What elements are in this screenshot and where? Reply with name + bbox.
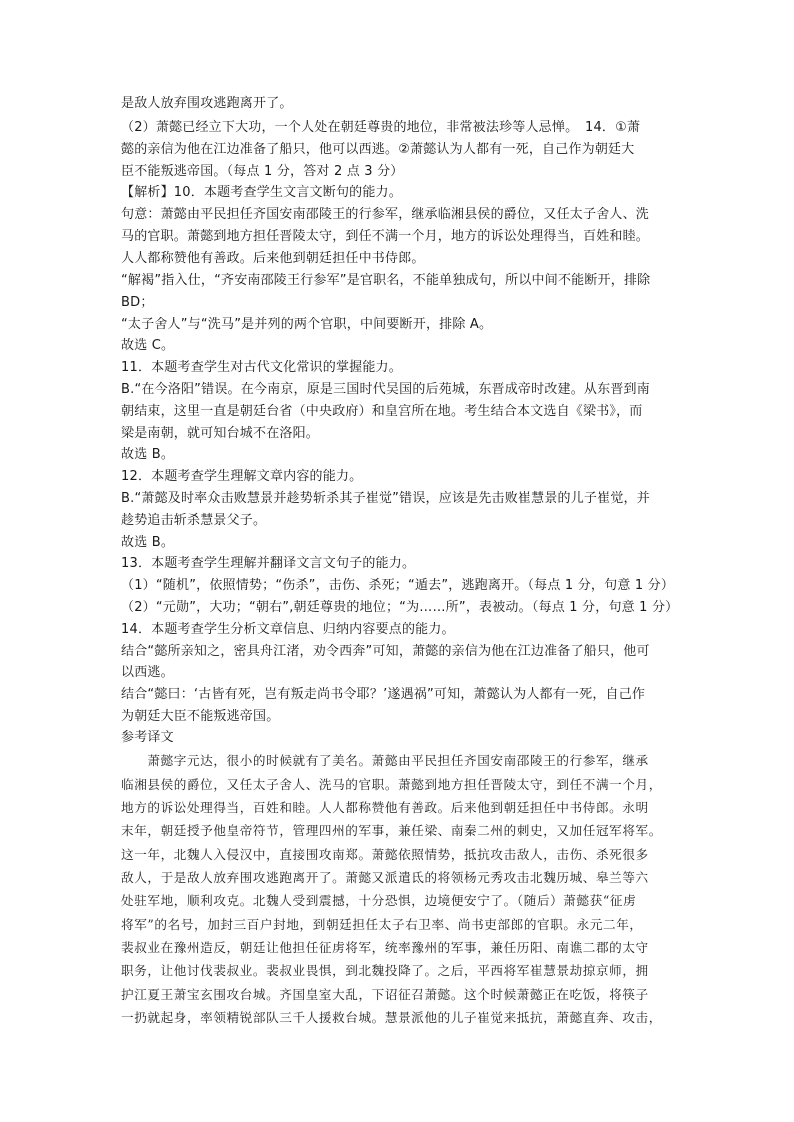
question-heading: 14．本题考查学生分析文章信息、归纳内容要点的能力。 <box>121 622 455 637</box>
answer-line: 结合“懿曰：‘古皆有死，岂有叛走尚书令耶？’遂遇祸”可知，萧懿认为人都有一死，自己作 <box>121 687 646 702</box>
translation-line: 护江夏王萧宝玄围攻台城。齐国皇室大乱，下诏征召萧懿。这个时候萧懿正在吃饭，将筷子 <box>121 987 649 1002</box>
answer-line: 故选 B。 <box>121 535 175 550</box>
translation-line: 敌人，于是敌人放弃围攻逃跑离开了。萧懿又派遣氐的将领杨元秀攻击北魏历城、皋兰等六 <box>121 870 649 885</box>
question-heading: 12．本题考查学生理解文章内容的能力。 <box>121 469 363 484</box>
translation-line: 萧懿字元达，很小的时候就有了美名。萧懿由平民担任齐国安南邵陵王的行参军，继承 <box>121 753 649 768</box>
answer-line: 句意：萧懿由平民担任齐国安南邵陵王的行参军，继承临湘县侯的爵位，又任太子舍人、洗 <box>121 207 650 222</box>
answer-line: 梁是南朝，就可知台城不在洛阳。 <box>121 426 320 441</box>
answer-line: 朝结束，这里一直是朝廷台省（中央政府）和皇宫所在地。考生结合本文选自《梁书》，而 <box>121 404 643 419</box>
translation-line: 临湘县侯的爵位，又任太子舍人、洗马的官职。萧懿到地方担任晋陵太守，到任不满一个月， <box>121 777 662 792</box>
answer-line: 是敌人放弃围攻逃跑离开了。 <box>121 96 293 111</box>
answer-line: （1）“随机”，依照情势；“伤杀”，击伤、杀死；“遁去”，逃跑离开。（每点 1 分，句意 1 分） <box>121 578 675 593</box>
answer-line: 为朝廷大臣不能叛逃帝国。 <box>121 709 280 724</box>
answer-line: 故选 C。 <box>121 338 175 353</box>
answer-line: “解褐”指入仕，“齐安南邵陵王行参军”是官职名，不能单独成句，所以中间不能断开，排除 <box>121 273 651 288</box>
translation-heading: 参考译文 <box>121 730 174 745</box>
answer-line: （2）萧懿已经立下大功，一个人处在朝廷尊贵的地位，非常被法珍等人忌惮。 14．①萧 <box>121 120 641 135</box>
answer-line: 结合“懿所亲知之，密具舟江渚，劝令西奔”可知，萧懿的亲信为他在江边准备了船只，他可 <box>121 644 650 659</box>
answer-line: 趁势追击斩杀慧景父子。 <box>121 513 267 528</box>
answer-line: 懿的亲信为他在江边准备了船只，他可以西逃。②萧懿认为人都有一死，自己作为朝廷大 <box>121 142 635 157</box>
translation-line: 末年，朝廷授予他皇帝符节，管理四州的军事，兼任梁、南秦二州的刺史，又加任冠军将军。 <box>121 823 662 838</box>
question-heading: 13．本题考查学生理解并翻译文言文句子的能力。 <box>121 556 416 571</box>
answer-line: 马的官职。萧懿到地方担任晋陵太守，到任不满一个月，地方的诉讼处理得当，百姓和睦。 <box>121 229 650 244</box>
answer-line: 以西逃。 <box>121 665 174 680</box>
answer-line: 臣不能叛逃帝国。（每点 1 分，答对 2 点 3 分） <box>121 164 404 179</box>
translation-line: 裴叔业在豫州造反，朝廷让他担任征虏将军，统率豫州的军事，兼任历阳、南谯二郡的太守 <box>121 940 649 955</box>
answer-line: （2）“元勋”，大功；“朝右”,朝廷尊贵的地位；“为……所”，表被动。（每点 1 分，句意 1 分） <box>121 600 679 615</box>
translation-line: 一扔就起身，率领精锐部队三千人援救台城。慧景派他的儿子崔觉来抵抗，萧懿直奔、攻击， <box>121 1010 662 1025</box>
answer-line: 人人都称赞他有善政。后来他到朝廷担任中书侍郎。 <box>121 251 425 266</box>
answer-line: B.“在今洛阳”错误。在今南京，原是三国时代吴国的后苑城，东晋成帝时改建。从东晋到南 <box>121 382 650 397</box>
question-heading: 11．本题考查学生对古代文化常识的掌握能力。 <box>121 360 402 375</box>
translation-line: 职务，让他讨伐裴叔业。裴叔业畏惧，到北魏投降了。之后，平西将军崔慧景劫掠京师，拥 <box>121 963 649 978</box>
answer-line: B.“萧懿及时率众击败慧景并趁势斩杀其子崔觉”错误，应该是先击败崔慧景的儿子崔觉，并 <box>121 491 650 506</box>
translation-line: 这一年，北魏人入侵汉中，直接围攻南郑。萧懿依照情势，抵抗攻击敌人，击伤、杀死很多 <box>121 847 649 862</box>
translation-line: 地方的诉讼处理得当，百姓和睦。人人都称赞他有善政。后来他到朝廷担任中书侍郎。永明 <box>121 800 649 815</box>
answer-line: 故选 B。 <box>121 447 175 462</box>
answer-line: BD； <box>121 295 154 310</box>
translation-line: 将军”的名号，加封三百户封地，到朝廷担任太子右卫率、尚书吏部郎的官职。永元二年， <box>121 917 643 932</box>
translation-line: 处驻军地，顺利攻克。北魏人受到震撼，十分恐惧，边境便安宁了。（随后）萧懿获“征虏 <box>121 893 637 908</box>
analysis-heading: 【解析】10．本题考查学生文言文断句的能力。 <box>121 185 402 200</box>
answer-line: “太子舍人”与“洗马”是并列的两个官职，中间要断开，排除 A。 <box>121 317 493 332</box>
